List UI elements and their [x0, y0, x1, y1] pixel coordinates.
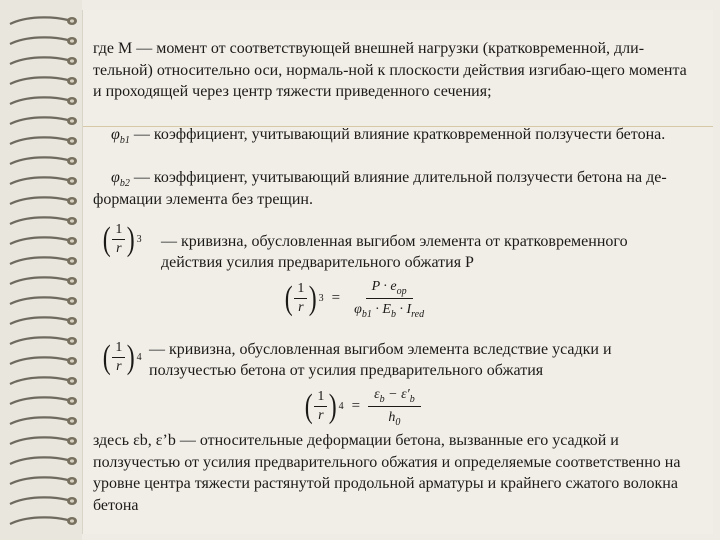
paragraph-definition-m	[93, 38, 693, 103]
numerator-text: P · e	[371, 279, 397, 294]
equals-sign: =	[331, 290, 341, 306]
subscript: b1	[361, 308, 372, 320]
numerator: 1	[314, 389, 327, 407]
subscript: 0	[395, 416, 401, 428]
binder-strip	[0, 0, 82, 540]
height-symbol: h	[388, 410, 396, 425]
subscript: b	[390, 308, 396, 320]
binder-ring-icon	[6, 194, 80, 210]
binder-ring-icon	[6, 334, 80, 350]
binder-ring-icon	[6, 274, 80, 290]
formula-curvature-4: ( $\frac{1}{r}$ ) 4 = $\frac{\varepsilon_b - \varepsilon'_b}{h_0}$	[303, 386, 421, 427]
binder-ring-icon	[6, 254, 80, 270]
phi-subscript: b2	[119, 178, 130, 190]
equals-sign: =	[351, 398, 361, 414]
curvature-4-symbol: ( $\frac{1}{r}$ ) 4	[102, 338, 142, 376]
subscript: b	[409, 393, 415, 405]
binder-ring-icon	[6, 434, 80, 450]
modulus-symbol: · E	[371, 302, 391, 317]
binder-ring-icon	[6, 234, 80, 250]
formula-curvature-3: ( $\frac{1}{r}$ ) 3 = $\frac{P \cdot e_{op}}{\varphi_{b1} \cdot E_b \cdot I_{red}}$	[284, 279, 425, 320]
paragraph-phi-b2	[93, 167, 693, 210]
binder-ring-icon	[6, 34, 80, 50]
binder-ring-icon	[6, 374, 80, 390]
binder-ring-icon	[6, 474, 80, 490]
binder-ring-icon	[6, 134, 80, 150]
binder-ring-icon	[6, 174, 80, 190]
phi-b2-description: — коэффициент, учитывающий влияние длительной ползучести бетона на де-формации элемента без трещин.	[93, 169, 667, 208]
numerator: 1	[112, 222, 125, 240]
binder-ring-icon	[6, 294, 80, 310]
subscript: b	[379, 393, 385, 405]
phi-symbol: φ	[354, 302, 362, 317]
binder-ring-icon	[6, 514, 80, 530]
subscript: op	[396, 285, 407, 297]
epsilon-prime-symbol: − ε′	[384, 387, 410, 402]
paragraph-epsilon-definition	[93, 430, 693, 516]
curvature-4-description	[149, 339, 689, 381]
binder-ring-icon	[6, 14, 80, 30]
denominator: r	[318, 408, 324, 423]
phi-subscript: b1	[119, 135, 130, 147]
binder-ring-icon	[6, 494, 80, 510]
binder-ring-icon	[6, 214, 80, 230]
binder-ring-icon	[6, 154, 80, 170]
binder-ring-icon	[6, 394, 80, 410]
binder-ring-icon	[6, 74, 80, 90]
binder-ring-icon	[6, 354, 80, 370]
binder-ring-icon	[6, 114, 80, 130]
index: 4	[136, 352, 142, 363]
paragraph-phi-b1	[93, 124, 693, 146]
epsilon-symbol: ε	[374, 387, 380, 402]
phi-symbol: φ	[111, 169, 120, 186]
curvature-3-description	[161, 231, 681, 273]
epsilon-definition-text: здесь εb, ε’b — относительные деформации бетона, вызванные его усадкой и ползучестью от усилия предварительного обжатия и определяемые соответственно на уровне центра тяжести растянутой продольной арматуры и крайнего сжатого волокна бетона	[93, 432, 681, 514]
binder-ring-icon	[6, 414, 80, 430]
curvature-4-text: — кривизна, обусловленная выгибом элемента вследствие усадки и ползучестью бетона от усилия предварительного обжатия	[149, 341, 612, 379]
phi-b1-description: — коэффициент, учитывающий влияние кратковременной ползучести бетона.	[129, 126, 666, 143]
definition-m-text: где M — момент от соответствующей внешней нагрузки (кратковременной, дли-тельной) относительно оси, нормаль-ной к плоскости действия изгибаю-щего момента и проходящей через центр тяжести приведенного сечения;	[93, 40, 687, 100]
subscript: red	[411, 308, 425, 320]
phi-symbol: φ	[111, 126, 120, 143]
index: 4	[338, 401, 344, 412]
denominator: r	[116, 359, 122, 374]
curvature-3-text: — кривизна, обусловленная выгибом элемента от кратковременного действия усилия предварительного обжатия P	[161, 233, 628, 271]
binder-ring-icon	[6, 314, 80, 330]
numerator: 1	[294, 281, 307, 299]
binder-ring-icon	[6, 94, 80, 110]
numerator: 1	[112, 340, 125, 358]
denominator: r	[116, 241, 122, 256]
denominator: r	[298, 300, 304, 315]
curvature-3-symbol: ( $\frac{1}{r}$ ) 3	[102, 220, 142, 258]
inertia-symbol: · I	[395, 302, 412, 317]
binder-ring-icon	[6, 54, 80, 70]
document-page	[82, 10, 713, 534]
index: 3	[318, 293, 324, 304]
binder-ring-icon	[6, 454, 80, 470]
index: 3	[136, 234, 142, 245]
